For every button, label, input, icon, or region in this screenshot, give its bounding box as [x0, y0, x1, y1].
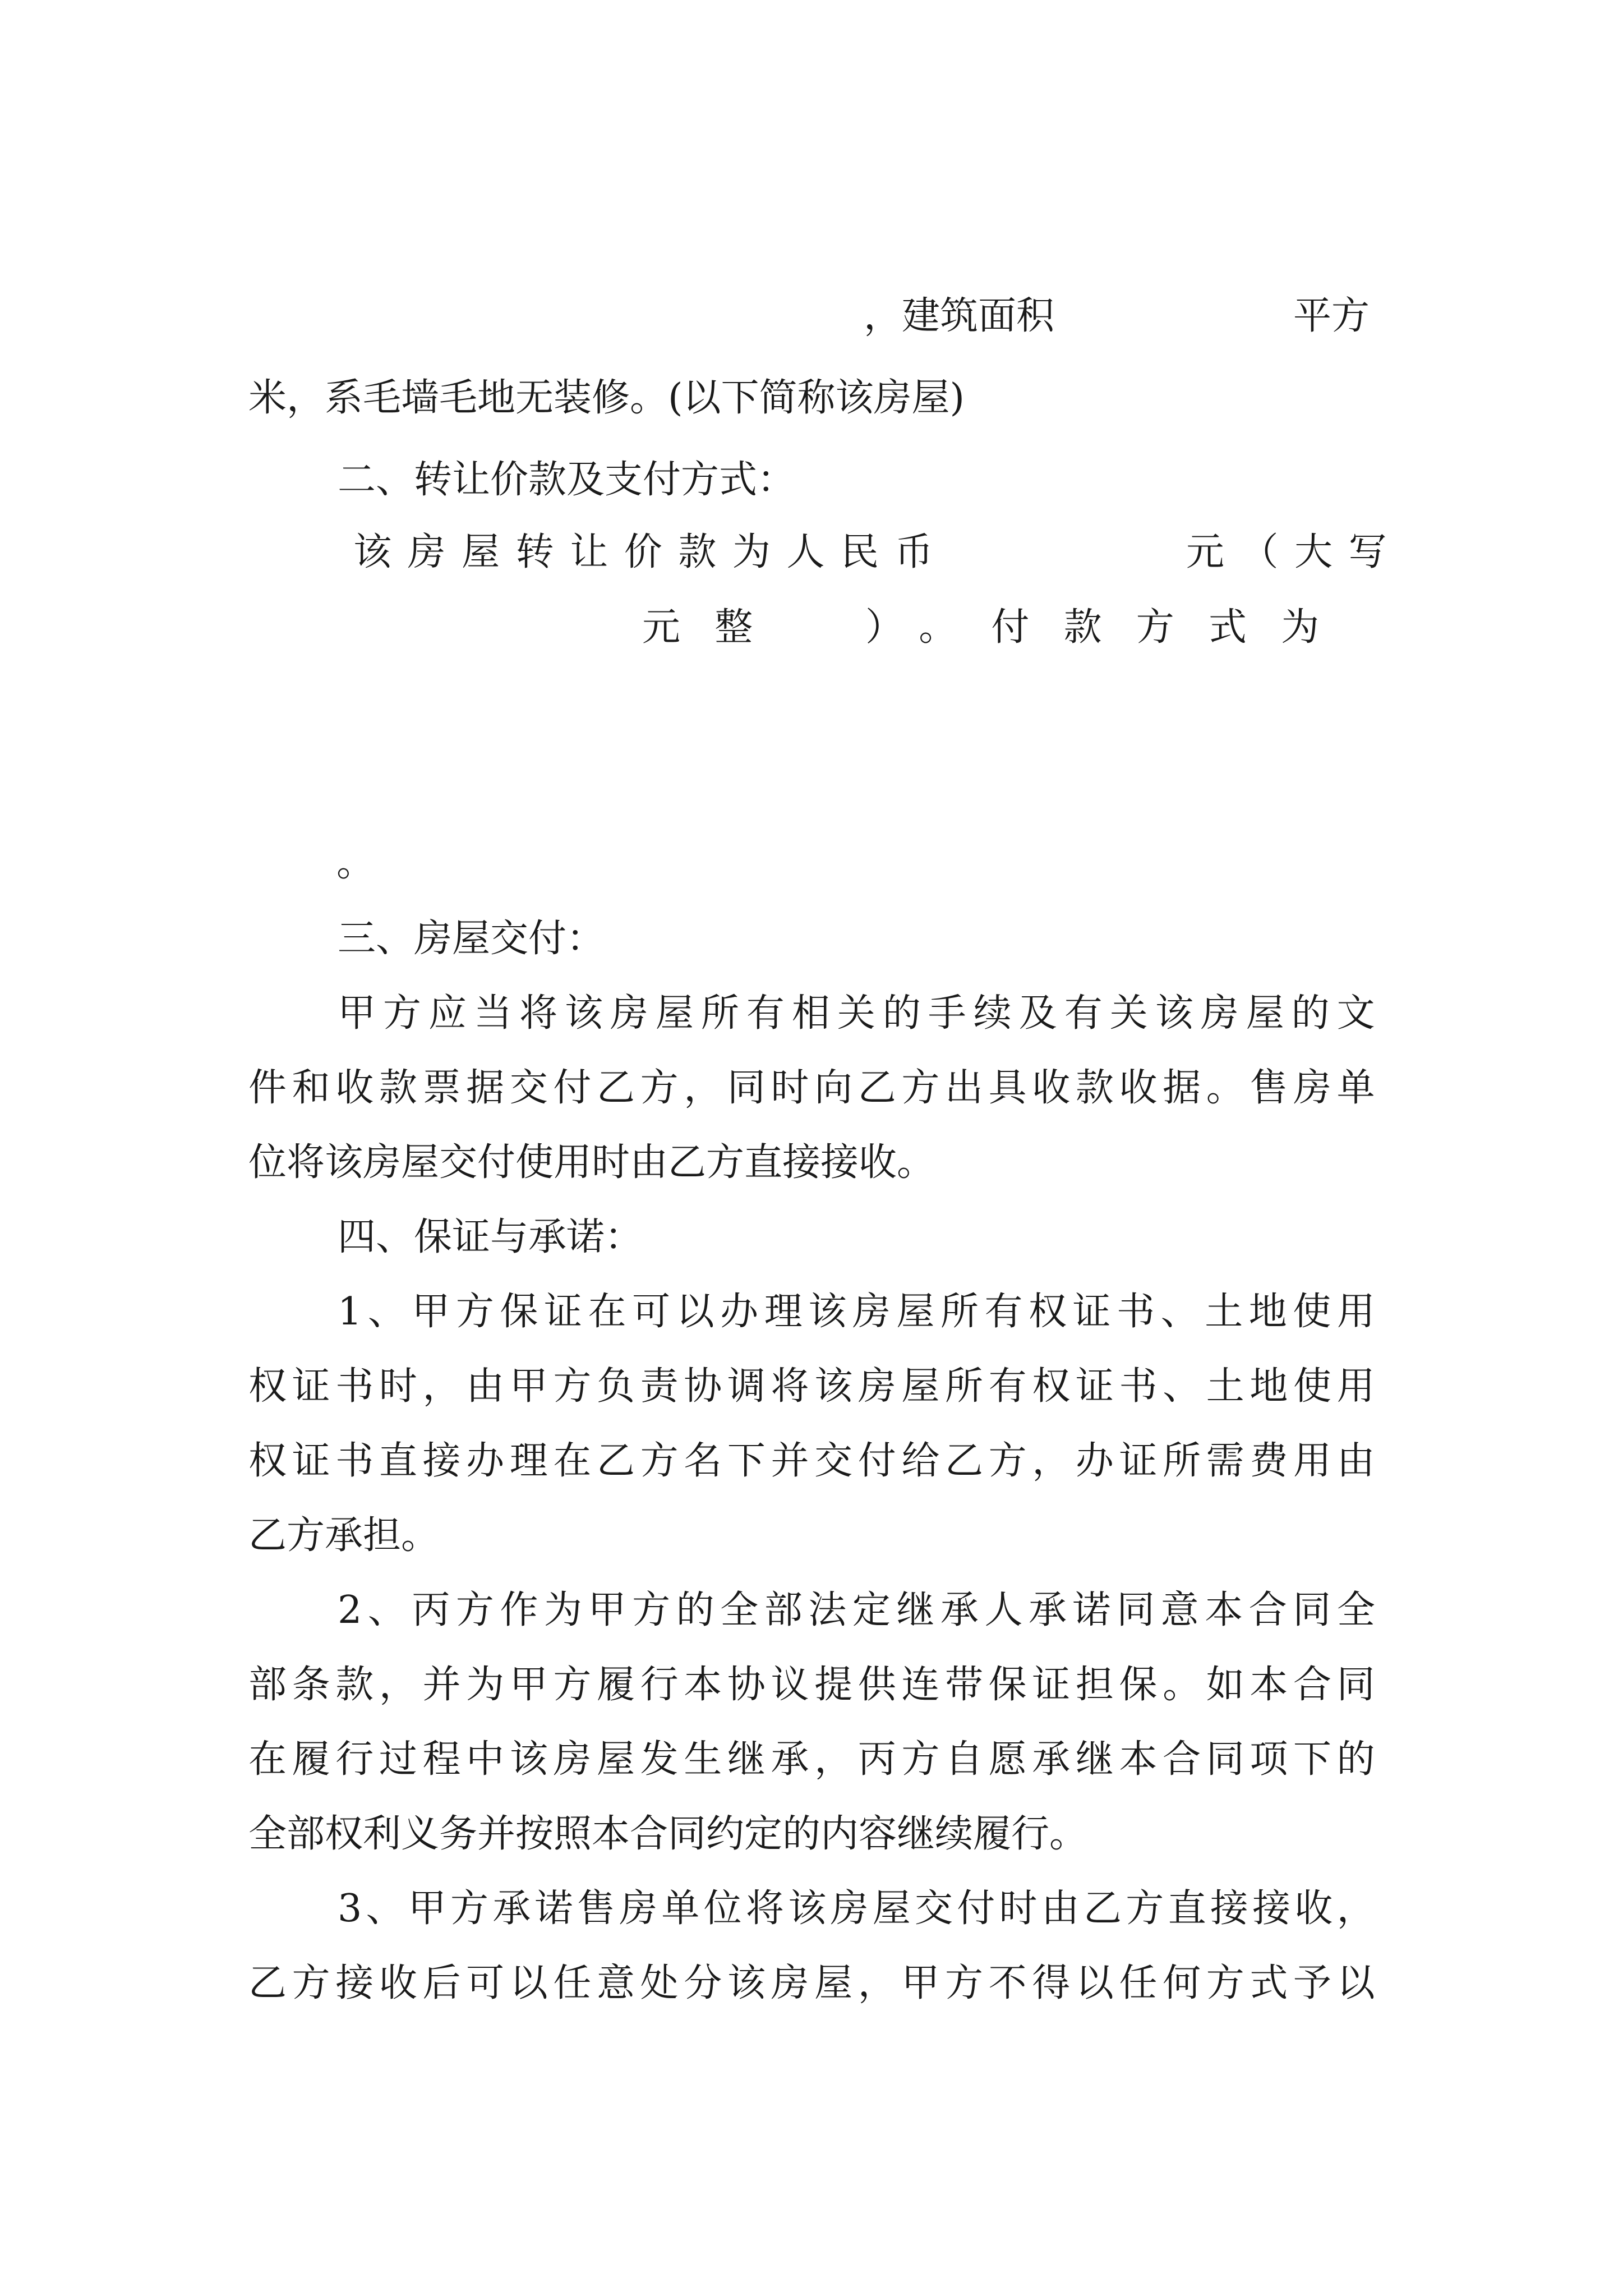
item2-line: 部 条 款 ， 并 为 甲 方 履 行 本 协 议 提 供 连 带 保 证 担 保 。 如 本 合 同 [248, 1663, 1375, 1707]
section3-para-line: 甲 方 应 当 将 该 房 屋 所 有 相 关 的 手 续 及 有 关 该 房 屋 的 文 [338, 991, 1375, 1036]
payment-ending: 。 [336, 841, 375, 885]
section3-heading: 三、房屋交付： [338, 917, 605, 961]
section3-para-line: 件 和 收 款 票 据 交 付 乙 方 ， 同 时 向 乙 方 出 具 收 款 收 据 。 售 房 单 [248, 1066, 1375, 1110]
price-upper: 元整 [642, 605, 787, 650]
section4-heading: 四、保证与承诺： [338, 1215, 643, 1259]
price-unit: 元（大写 [1186, 530, 1403, 574]
item1-line: 权 证 书 时 ， 由 甲 方 负 责 协 调 将 该 房 屋 所 有 权 证 书 、 土 地 使 用 [248, 1364, 1375, 1409]
item1-line: 权 证 书 直 接 办 理 在 乙 方 名 下 并 交 付 给 乙 方 ， 办 证 所 需 费 用 由 [248, 1439, 1375, 1483]
area-label: ，建筑面积 [864, 294, 1055, 338]
section2-heading: 二、转让价款及支付方式： [338, 458, 796, 502]
item3-line: 乙 方 接 收 后 可 以 任 意 处 分 该 房 屋 ， 甲 方 不 得 以 任 何 方 式 予 以 [248, 1961, 1375, 2005]
item2-line: 2 、 丙 方 作 为 甲 方 的 全 部 法 定 继 承 人 承 诺 同 意 本 合 同 全 [338, 1588, 1375, 1632]
area-unit-start: 平方 [1293, 294, 1370, 338]
price-label: 该房屋转让价款为人民币 [353, 530, 949, 574]
item2-line: 全部权利义务并按照本合同约定的内容继续履行。 [248, 1812, 1088, 1856]
section1-line2: 米，系毛墙毛地无装修。(以下简称该房屋) [248, 376, 965, 420]
section3-para-line: 位将该房屋交付使用时由乙方直接接收。 [248, 1140, 935, 1185]
item1-line: 1 、 甲 方 保 证 在 可 以 办 理 该 房 屋 所 有 权 证 书 、 土 地 使 用 [338, 1290, 1375, 1334]
item1-line: 乙方承担。 [248, 1513, 440, 1558]
item2-line: 在 履 行 过 程 中 该 房 屋 发 生 继 承 ， 丙 方 自 愿 承 继 本 合 同 项 下 的 [248, 1737, 1375, 1782]
price-close: ）。付款方式为 [865, 605, 1354, 650]
item3-line: 3 、 甲 方 承 诺 售 房 单 位 将 该 房 屋 交 付 时 由 乙 方 直 接 接 收 ， [338, 1887, 1375, 1931]
